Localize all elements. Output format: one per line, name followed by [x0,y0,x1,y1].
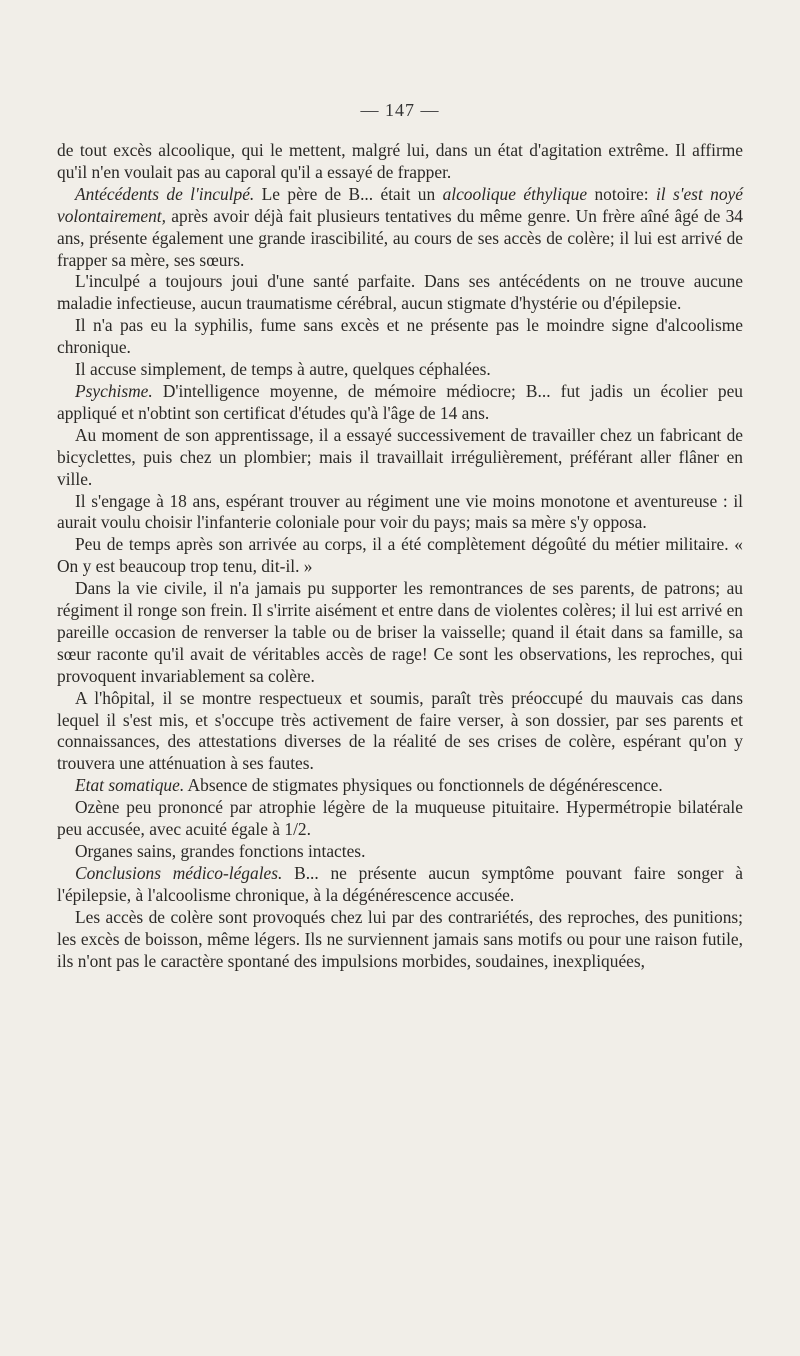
italic-run: Etat somatique. [75,775,185,796]
italic-run: il s'est noyé volontairement, [57,183,743,226]
text-run: après avoir déjà fait plusieurs tentatives du même genre. Un frère aîné âgé de 34 ans, présente également une grande irascibilité, au cours de ses accès de colère; il lui est arrivé de frapper sa mère, ses sœurs. [57,205,743,270]
text-run: Au moment de son apprentissage, il a essayé successivement de travailler chez un fabricant de bicyclettes, puis chez un plombier; mais il travaillait irrégulièrement, préférant aller flâner en ville. [57,424,743,489]
paragraph [57,491,743,535]
italic-run: alcoolique éthylique [442,183,588,204]
paragraph [57,140,743,184]
paragraph [57,688,743,776]
paragraph [57,271,743,315]
italic-run: Antécédents de l'inculpé. [75,183,255,204]
text-run: Peu de temps après son arrivée au corps, il a été complètement dégoûté du métier militaire. « On y est beaucoup trop tenu, dit-il. » [57,534,743,577]
text-run: B... ne présente aucun symptôme pouvant faire songer à l'épilepsie, à l'alcoolisme chronique, à la dégénérescence accusée. [57,862,743,905]
text-run: de tout excès alcoolique, qui le mettent, malgré lui, dans un état d'agitation extrême. Il affirme qu'il n'en voulait pas au caporal qu'il a essayé de frapper. [57,140,743,182]
text-run: A l'hôpital, il se montre respectueux et soumis, paraît très préoccupé du mauvais cas dans lequel il s'est mis, et s'occupe très activement de faire verser, à son dossier, par ses parents et connaissances, des attestations diverses de la réalité de ses crises de colère, espérant qu'on y trouvera une atténuation à ses fautes. [57,687,743,774]
text-run: Organes sains, grandes fonctions intactes. [75,841,366,861]
page-number: — 147 — [360,100,440,120]
body-text [57,140,743,972]
italic-run: Psychisme. [75,380,153,401]
italic-run: Conclusions médico-légales. [75,862,283,883]
paragraph [57,863,743,907]
text-run: Il n'a pas eu la syphilis, fume sans excès et ne présente pas le moindre signe d'alcoolisme chronique. [57,315,743,358]
paragraph [57,775,743,797]
text-run: Il accuse simplement, de temps à autre, quelques céphalées. [75,359,491,380]
paragraph [57,184,743,272]
paragraph [57,425,743,491]
text-run: Absence de stigmates physiques ou fonctionnels de dégénérescence. [184,775,663,796]
text-run: Le père de B... était un [254,183,443,204]
paragraph [57,578,743,688]
text-run: L'inculpé a toujours joui d'une santé parfaite. Dans ses antécédents on ne trouve aucune maladie infectieuse, aucun traumatisme cérébral, aucun stigmate d'hystérie ou d'épilepsie. [57,271,743,314]
paragraph [57,315,743,359]
text-run: notoire: [587,183,656,204]
paragraph [57,907,743,973]
text-run: Dans la vie civile, il n'a jamais pu supporter les remontrances de ses parents, de patrons; au régiment il ronge son frein. Il s'irrite aisément et entre dans de violentes colères; il lui est arrivé en pareille occasion de renverser la table ou de briser la vaisselle; quand il était dans sa famille, sa sœur raconte qu'il avait de véritables accès de rage! Ce sont les observations, les reproches, qui provoquent invariablement sa colère. [57,578,743,686]
paragraph [57,797,743,841]
paragraph [57,534,743,578]
text-run: D'intelligence moyenne, de mémoire médiocre; B... fut jadis un écolier peu appliqué et n'obtint son certificat d'études qu'à l'âge de 14 ans. [57,380,743,423]
paragraph [57,841,743,863]
text-run: Il s'engage à 18 ans, espérant trouver au régiment une vie moins monotone et aventureuse : il aurait voulu choisir l'infanterie coloniale pour voir du pays; mais sa mère s'y opposa. [57,490,743,533]
paragraph [57,381,743,425]
text-run: Ozène peu prononcé par atrophie légère de la muqueuse pituitaire. Hypermétropie bilatérale peu accusée, avec acuité égale à 1/2. [57,797,743,840]
text-run: Les accès de colère sont provoqués chez lui par des contrariétés, des reproches, des punitions; les excès de boisson, même légers. Ils ne surviennent jamais sans motifs ou pour une raison futile, ils n'ont pas le caractère spontané des impulsions morbides, soudaines, inexpliquées, [57,906,743,971]
paragraph [57,359,743,381]
